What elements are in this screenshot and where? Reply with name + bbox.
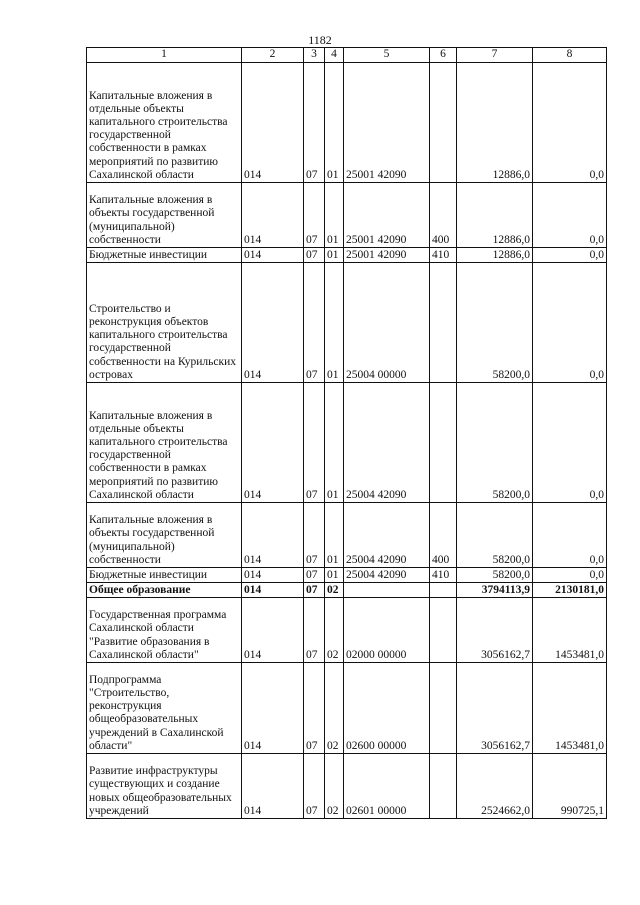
row-amount-1: 12886,0 [457, 63, 533, 183]
row-expense-type-code: 410 [430, 248, 457, 263]
table-row [87, 754, 607, 819]
row-target-article-code: 25001 42090 [344, 63, 430, 183]
row-name-cell: Государственная программа Сахалинской области "Развитие образования в Сахалинской области" [87, 598, 242, 663]
header-row [87, 48, 607, 63]
row-ministry-code: 014 [242, 568, 304, 583]
row-target-article-code: 25001 42090 [344, 248, 430, 263]
row-ministry-code: 014 [242, 663, 304, 754]
row-section-code: 07 [304, 754, 325, 819]
row-name-cell: Подпрограмма "Строительство, реконструкция общеобразовательных учреждений в Сахалинской области" [87, 663, 242, 754]
row-amount-2: 0,0 [533, 503, 607, 568]
row-target-article-code: 25004 42090 [344, 568, 430, 583]
row-subsection-code: 02 [325, 598, 344, 663]
row-ministry-code: 014 [242, 503, 304, 568]
row-section-code: 07 [304, 568, 325, 583]
row-expense-type-code: 400 [430, 503, 457, 568]
header-cell: 4 [325, 48, 344, 63]
row-expense-type-code [430, 383, 457, 503]
row-amount-2: 1453481,0 [533, 598, 607, 663]
row-expense-type-code [430, 263, 457, 383]
row-amount-2: 990725,1 [533, 754, 607, 819]
page-number: 1182 [308, 33, 332, 47]
row-ministry-code: 014 [242, 183, 304, 248]
row-expense-type-code [430, 598, 457, 663]
row-amount-1: 58200,0 [457, 383, 533, 503]
table-row [87, 663, 607, 754]
row-amount-2: 0,0 [533, 248, 607, 263]
row-subsection-code: 01 [325, 183, 344, 248]
row-target-article-code: 25001 42090 [344, 183, 430, 248]
row-section-code: 07 [304, 183, 325, 248]
row-name-cell: Бюджетные инвестиции [87, 248, 242, 263]
row-amount-1: 12886,0 [457, 183, 533, 248]
table-row [87, 263, 607, 383]
row-target-article-code: 25004 42090 [344, 503, 430, 568]
row-subsection-code: 02 [325, 663, 344, 754]
row-name-cell: Строительство и реконструкция объектов капитального строительства государственной собственности на Курильских островах [87, 263, 242, 383]
header-cell: 5 [344, 48, 430, 63]
table-row [87, 248, 607, 263]
header-cell: 3 [304, 48, 325, 63]
row-ministry-code: 014 [242, 754, 304, 819]
row-section-code: 07 [304, 583, 325, 598]
row-amount-1: 2524662,0 [457, 754, 533, 819]
row-subsection-code: 01 [325, 63, 344, 183]
row-name-cell: Бюджетные инвестиции [87, 568, 242, 583]
row-ministry-code: 014 [242, 248, 304, 263]
row-name-cell: Капитальные вложения в отдельные объекты капитального строительства государственной собственности в рамках мероприятий по развитию Сахалинской области [87, 63, 242, 183]
row-subsection-code: 01 [325, 383, 344, 503]
row-target-article-code: 25004 42090 [344, 383, 430, 503]
row-section-code: 07 [304, 63, 325, 183]
row-target-article-code: 02601 00000 [344, 754, 430, 819]
row-subsection-code: 01 [325, 263, 344, 383]
row-target-article-code: 02000 00000 [344, 598, 430, 663]
row-amount-1: 12886,0 [457, 248, 533, 263]
row-section-code: 07 [304, 503, 325, 568]
table-row [87, 63, 607, 183]
row-amount-2: 2130181,0 [533, 583, 607, 598]
row-expense-type-code [430, 663, 457, 754]
table-row [87, 183, 607, 248]
row-name-cell: Капитальные вложения в объекты государственной (муниципальной) собственности [87, 503, 242, 568]
row-subsection-code: 02 [325, 754, 344, 819]
header-cell: 8 [533, 48, 607, 63]
row-subsection-code: 01 [325, 568, 344, 583]
header-cell: 2 [242, 48, 304, 63]
row-amount-1: 3056162,7 [457, 598, 533, 663]
row-expense-type-code [430, 63, 457, 183]
row-target-article-code [344, 583, 430, 598]
row-subsection-code: 02 [325, 583, 344, 598]
row-amount-1: 3056162,7 [457, 663, 533, 754]
row-amount-2: 0,0 [533, 568, 607, 583]
row-section-code: 07 [304, 598, 325, 663]
row-amount-2: 0,0 [533, 183, 607, 248]
table-row [87, 383, 607, 503]
row-amount-1: 3794113,9 [457, 583, 533, 598]
row-amount-1: 58200,0 [457, 568, 533, 583]
row-target-article-code: 02600 00000 [344, 663, 430, 754]
row-amount-2: 0,0 [533, 63, 607, 183]
header-cell: 6 [430, 48, 457, 63]
row-amount-2: 0,0 [533, 383, 607, 503]
row-target-article-code: 25004 00000 [344, 263, 430, 383]
row-expense-type-code [430, 754, 457, 819]
row-ministry-code: 014 [242, 583, 304, 598]
row-amount-1: 58200,0 [457, 503, 533, 568]
header-cell: 1 [87, 48, 242, 63]
row-amount-2: 0,0 [533, 263, 607, 383]
row-amount-1: 58200,0 [457, 263, 533, 383]
table-row [87, 503, 607, 568]
row-amount-2: 1453481,0 [533, 663, 607, 754]
row-ministry-code: 014 [242, 383, 304, 503]
table-row [87, 583, 607, 598]
row-ministry-code: 014 [242, 63, 304, 183]
row-section-code: 07 [304, 663, 325, 754]
row-name-cell: Общее образование [87, 583, 242, 598]
row-subsection-code: 01 [325, 503, 344, 568]
row-expense-type-code [430, 583, 457, 598]
row-name-cell: Развитие инфраструктуры существующих и создание новых общеобразовательных учреждений [87, 754, 242, 819]
row-ministry-code: 014 [242, 598, 304, 663]
row-name-cell: Капитальные вложения в отдельные объекты капитального строительства государственной собственности в рамках мероприятий по развитию Сахалинской области [87, 383, 242, 503]
budget-table [86, 47, 607, 819]
table-row [87, 598, 607, 663]
row-section-code: 07 [304, 263, 325, 383]
row-subsection-code: 01 [325, 248, 344, 263]
row-ministry-code: 014 [242, 263, 304, 383]
row-expense-type-code: 400 [430, 183, 457, 248]
row-section-code: 07 [304, 383, 325, 503]
row-section-code: 07 [304, 248, 325, 263]
row-expense-type-code: 410 [430, 568, 457, 583]
header-cell: 7 [457, 48, 533, 63]
row-name-cell: Капитальные вложения в объекты государственной (муниципальной) собственности [87, 183, 242, 248]
table-row [87, 568, 607, 583]
